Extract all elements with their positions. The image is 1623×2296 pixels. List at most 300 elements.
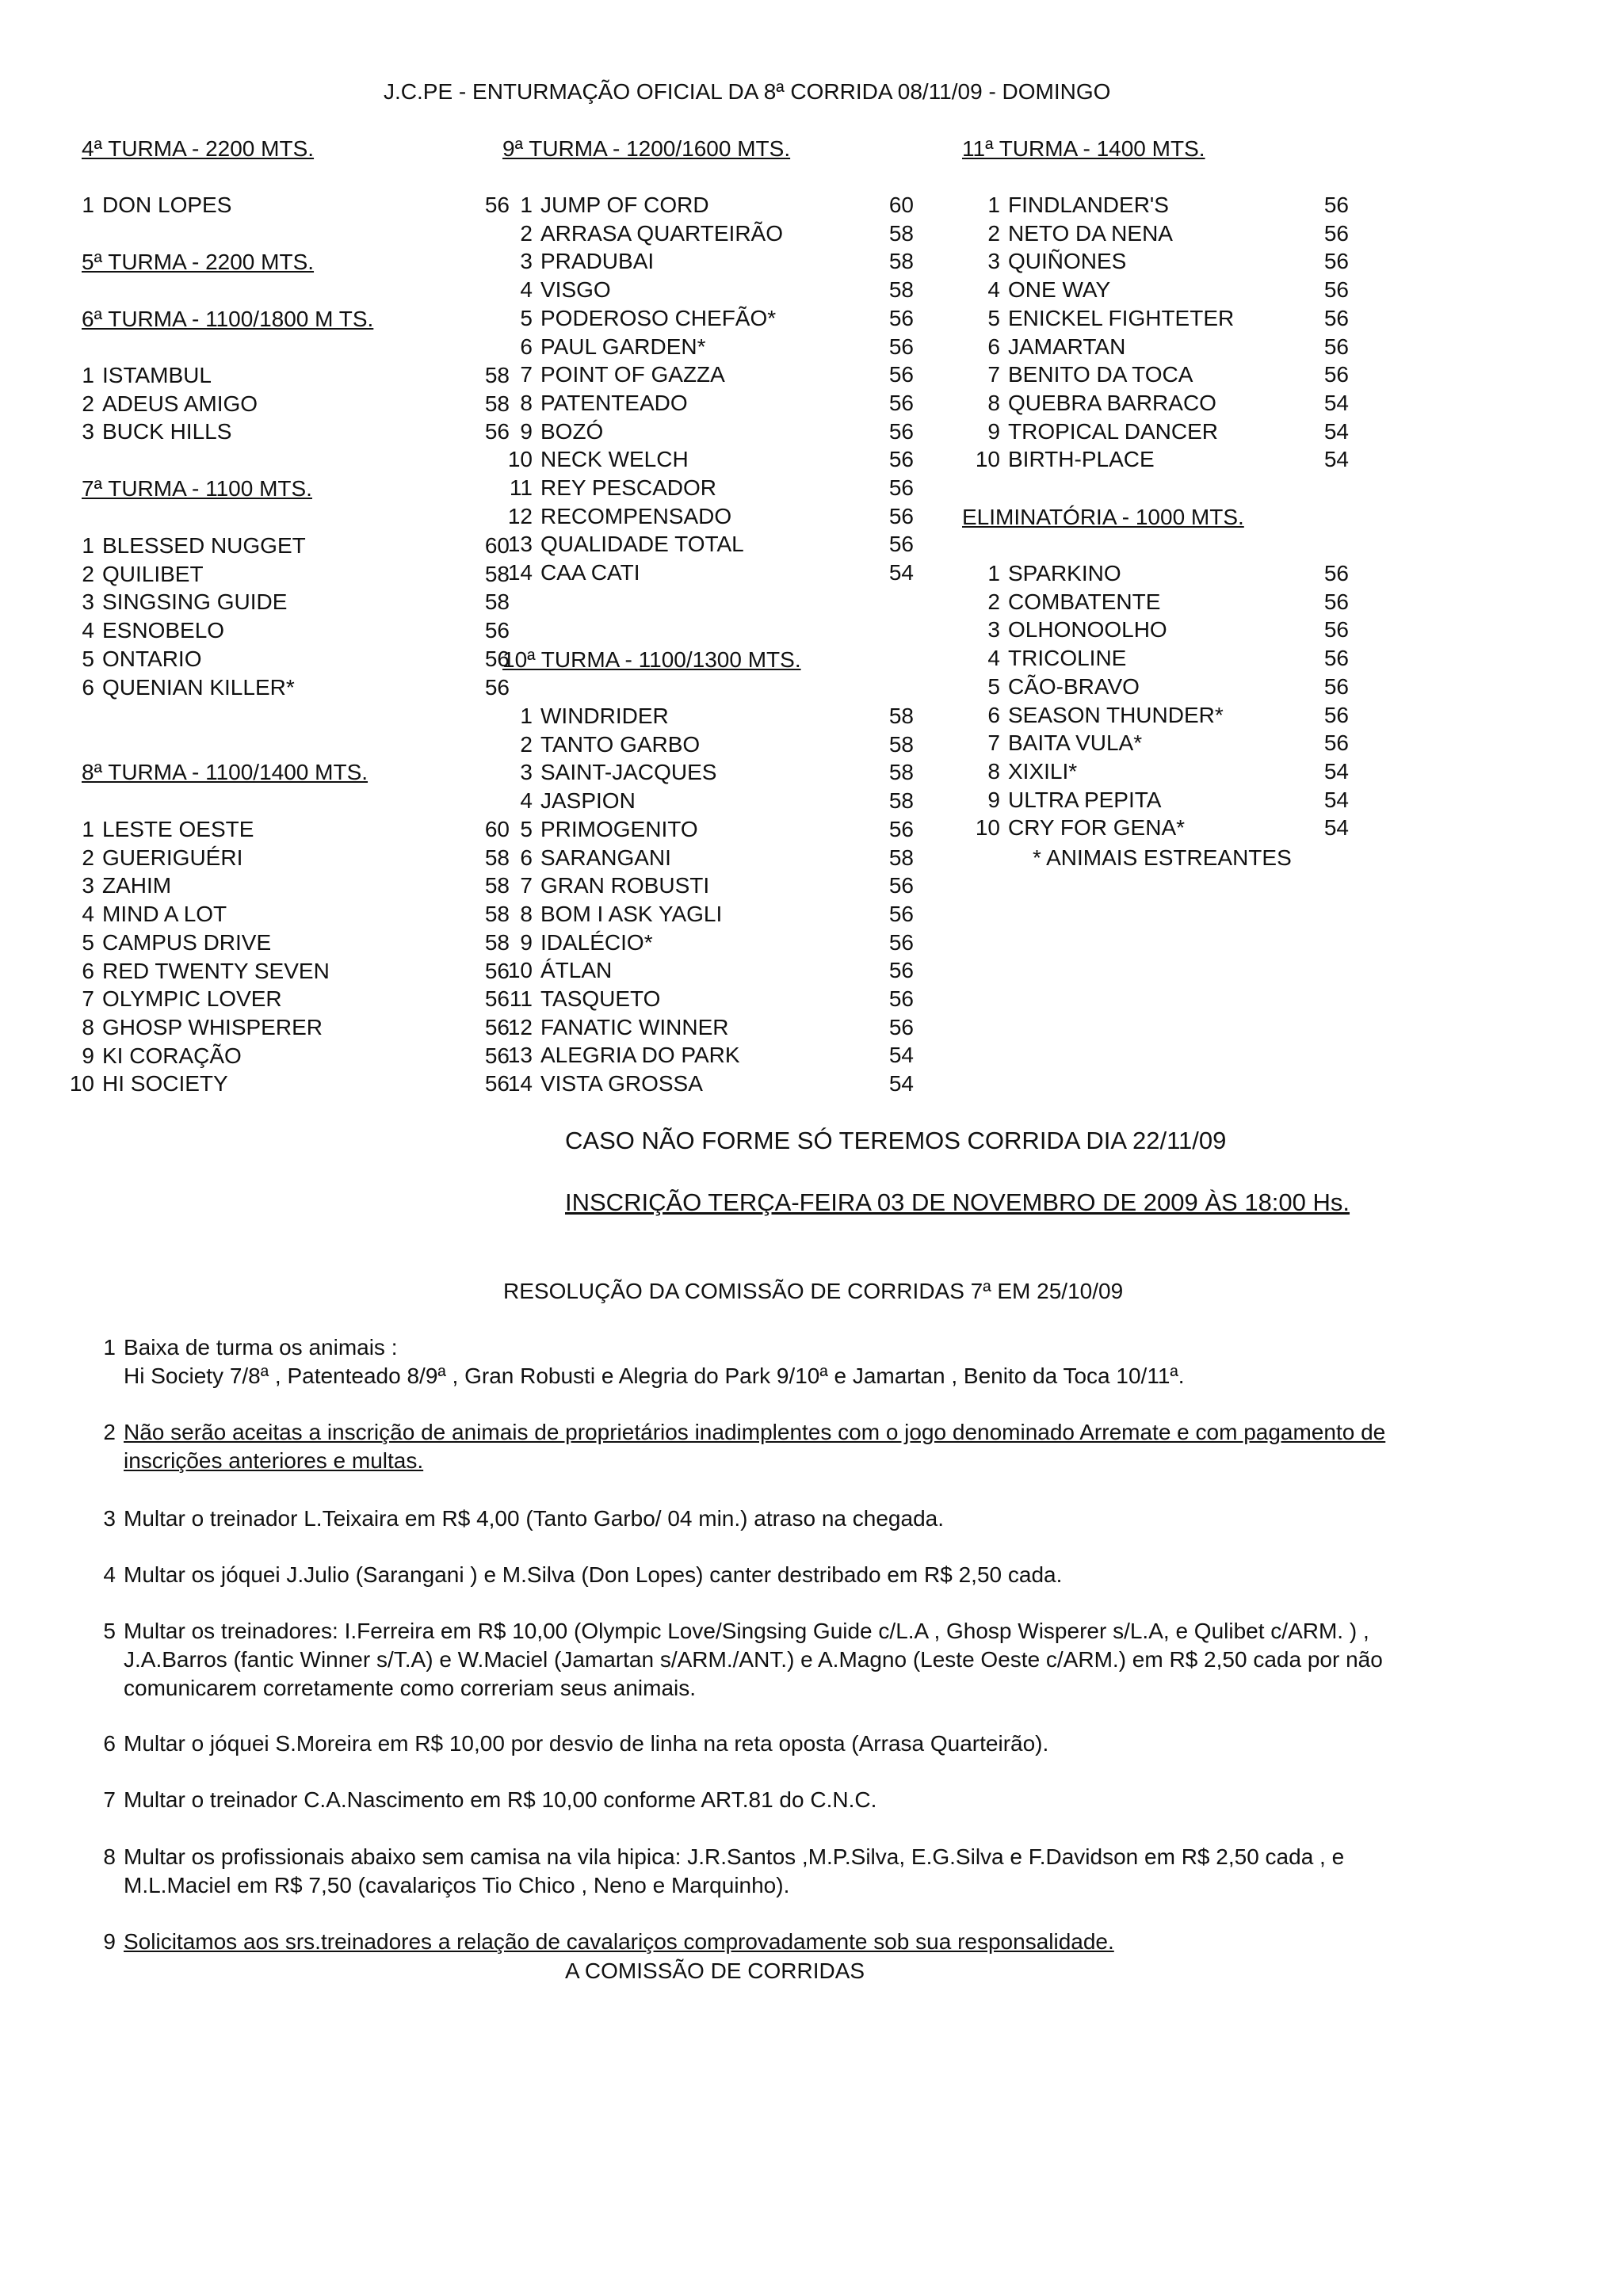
item-line: M.L.Maciel em R$ 7,50 (cavalariços Tio Chico , Neno e Marquinho). [124, 1873, 790, 1897]
horse-weight: 58 [484, 363, 510, 387]
signature: A COMISSÃO DE CORRIDAS [565, 1958, 865, 1983]
horse-name: ADEUS AMIGO [102, 391, 258, 416]
horse-entry [964, 701, 1373, 730]
turma-7-heading: 7ª TURMA - 1100 MTS. [82, 476, 312, 501]
entry-number: 5 [82, 929, 94, 955]
eliminatoria-heading: ELIMINATÓRIA - 1000 MTS. [962, 505, 1244, 529]
horse-weight: 54 [1323, 815, 1349, 841]
horse-entry [496, 815, 938, 844]
horse-name: NETO DA NENA [1008, 220, 1173, 246]
horse-entry [58, 871, 533, 900]
document-title: J.C.PE - ENTURMAÇÃO OFICIAL DA 8ª CORRIDA 08/11/09 - DOMINGO [384, 79, 1111, 104]
horse-entry [964, 673, 1373, 701]
item-line: J.A.Barros (fantic Winner s/T.A) e W.Maciel (Jamartan s/ARM./ANT.) e A.Magno (Leste Oeste c/ARM.) em R$ 2,50 cada por não [124, 1647, 1383, 1672]
entry-number: 6 [520, 845, 533, 870]
notice-race-date: CASO NÃO FORME SÓ TEREMOS CORRIDA DIA 22/11/09 [565, 1127, 1227, 1154]
horse-name: JASPION [540, 788, 636, 814]
item-number: 9 [103, 1929, 116, 1954]
horse-weight: 58 [484, 929, 510, 955]
horse-weight: 56 [888, 503, 914, 528]
entry-number: 8 [520, 901, 533, 926]
horse-entry [496, 530, 938, 559]
horse-entry [496, 389, 938, 418]
horse-entry [496, 219, 938, 248]
horse-entry [58, 390, 533, 418]
horse-name: LESTE OESTE [102, 817, 254, 841]
item-line: inscrições anteriores e multas. [124, 1448, 424, 1473]
horse-entry [964, 757, 1373, 786]
entry-number: 6 [520, 334, 533, 359]
entry-number: 7 [82, 986, 94, 1012]
item-line: Multar os jóquei J.Julio (Sarangani ) e M.Silva (Don Lopes) canter destribado em R$ 2,50 cada. [124, 1562, 1063, 1587]
item-line: Hi Society 7/8ª , Patenteado 8/9ª , Gran Robusti e Alegria do Park 9/10ª e Jamartan , Benito da Toca 10/11ª. [124, 1363, 1185, 1388]
horse-entry [58, 985, 533, 1013]
notice-registration: INSCRIÇÃO TERÇA-FEIRA 03 DE NOVEMBRO DE 2009 ÀS 18:00 Hs. [565, 1188, 1350, 1216]
horse-entry [964, 616, 1373, 644]
horse-weight: 56 [1323, 589, 1349, 614]
entry-number: 13 [507, 532, 533, 557]
horse-weight: 56 [484, 618, 510, 643]
horse-name: QUILIBET [102, 561, 204, 586]
horse-entry [964, 559, 1373, 588]
horse-name: NECK WELCH [540, 447, 689, 472]
horse-weight: 58 [888, 704, 914, 728]
horse-name: CRY FOR GENA* [1008, 815, 1186, 841]
horse-name: FINDLANDER'S [1008, 193, 1169, 217]
entry-number: 4 [987, 646, 1000, 671]
entry-number: 2 [82, 561, 94, 586]
horse-entry [496, 559, 938, 587]
entry-number: 3 [520, 760, 533, 785]
horse-weight: 58 [888, 249, 914, 274]
horse-weight: 54 [1323, 447, 1349, 472]
horse-entry [496, 730, 938, 759]
item-number: 5 [103, 1619, 116, 1643]
horse-weight: 56 [888, 929, 914, 955]
horse-name: DON LOPES [102, 193, 232, 217]
horse-weight: 58 [888, 760, 914, 785]
entry-number: 4 [520, 788, 533, 814]
entry-number: 3 [520, 249, 533, 274]
horse-weight: 58 [888, 220, 914, 246]
entry-number: 9 [82, 1043, 94, 1068]
entry-number: 13 [507, 1043, 533, 1068]
horse-name: POINT OF GAZZA [540, 362, 725, 387]
horse-entry [58, 1070, 533, 1098]
entry-number: 8 [987, 390, 1000, 415]
horse-weight: 56 [484, 646, 510, 671]
item-line: Multar o jóquei S.Moreira em R$ 10,00 por desvio de linha na reta oposta (Arrasa Quarteirão). [124, 1731, 1049, 1756]
entry-number: 6 [987, 702, 1000, 727]
entry-number: 3 [987, 249, 1000, 274]
horse-entry [58, 191, 533, 219]
entry-number: 7 [987, 730, 1000, 756]
horse-name: ONTARIO [102, 646, 202, 671]
horse-entry [58, 532, 533, 560]
horse-weight: 56 [888, 362, 914, 387]
turma-8-heading: 8ª TURMA - 1100/1400 MTS. [82, 760, 369, 784]
horse-weight: 56 [484, 958, 510, 983]
entry-number: 11 [509, 475, 533, 500]
horse-entry [58, 900, 533, 929]
horse-name: BIRTH-PLACE [1008, 447, 1155, 472]
horse-weight: 58 [484, 845, 510, 870]
horse-name: BOM I ASK YAGLI [540, 901, 723, 926]
horse-name: GHOSP WHISPERER [102, 1014, 323, 1039]
horse-entry [496, 956, 938, 985]
entry-number: 8 [82, 1014, 94, 1039]
horse-weight: 54 [1323, 418, 1349, 444]
entry-number: 8 [987, 758, 1000, 784]
entry-number: 12 [507, 1014, 533, 1039]
horse-entry [496, 445, 938, 474]
horse-entry [496, 474, 938, 502]
horse-entry [964, 276, 1373, 304]
item-line: Solicitamos aos srs.treinadores a relação de cavalariços comprovadamente sob sua responsalidade. [124, 1929, 1114, 1954]
entry-number: 5 [520, 816, 533, 841]
horse-entry [496, 360, 938, 389]
horse-entry [496, 985, 938, 1013]
entry-number: 3 [82, 873, 94, 898]
horse-weight: 56 [1323, 193, 1349, 217]
horse-weight: 56 [888, 475, 914, 500]
horse-weight: 54 [1323, 390, 1349, 415]
horse-name: SPARKINO [1008, 561, 1121, 585]
horse-weight: 56 [888, 816, 914, 841]
horse-name: ZAHIM [102, 873, 172, 898]
horse-name: BOZÓ [540, 418, 604, 444]
entry-number: 14 [507, 560, 533, 585]
item-line: Multar o treinador C.A.Nascimento em R$ 10,00 conforme ART.81 do C.N.C. [124, 1787, 877, 1812]
horse-weight: 58 [888, 845, 914, 870]
horse-weight: 56 [888, 901, 914, 926]
horse-name: CAA CATI [540, 560, 640, 585]
horse-name: ARRASA QUARTEIRÃO [540, 220, 784, 246]
entry-number: 10 [975, 815, 1000, 841]
horse-weight: 58 [484, 391, 510, 416]
horse-name: QUEBRA BARRACO [1008, 390, 1216, 415]
entry-number: 4 [520, 277, 533, 303]
horse-weight: 54 [1323, 787, 1349, 812]
horse-entry [496, 900, 938, 929]
horse-name: VISGO [540, 277, 611, 303]
horse-name: RED TWENTY SEVEN [102, 958, 330, 983]
horse-name: ÁTLAN [540, 958, 613, 983]
horse-entry [58, 1042, 533, 1070]
horse-name: SARANGANI [540, 845, 671, 870]
entry-number: 6 [82, 958, 94, 983]
horse-weight: 58 [888, 788, 914, 814]
item-line: Multar os treinadores: I.Ferreira em R$ 10,00 (Olympic Love/Singsing Guide c/L.A , Ghosp Wisperer s/L.A, e Qulibet c/ARM. ) , [124, 1619, 1369, 1643]
horse-name: XIXILI* [1008, 758, 1078, 784]
entry-number: 9 [520, 929, 533, 955]
horse-weight: 54 [888, 1071, 914, 1097]
horse-entry [496, 929, 938, 957]
entry-number: 2 [82, 845, 94, 870]
horse-name: ESNOBELO [102, 618, 225, 643]
horse-weight: 56 [484, 419, 510, 444]
horse-weight: 56 [1323, 702, 1349, 727]
entry-number: 1 [82, 193, 94, 217]
entry-number: 11 [509, 986, 533, 1011]
horse-weight: 56 [484, 674, 510, 700]
entry-number: 14 [507, 1071, 533, 1097]
entry-number: 9 [987, 418, 1000, 444]
horse-entry [964, 729, 1373, 757]
horse-name: GUERIGUÉRI [102, 845, 243, 870]
entry-number: 9 [520, 418, 533, 444]
entry-number: 1 [520, 193, 533, 217]
horse-name: CÃO-BRAVO [1008, 673, 1140, 699]
horse-entry [964, 644, 1373, 673]
horse-weight: 56 [888, 305, 914, 330]
horse-entry [58, 588, 533, 616]
horse-entry [58, 560, 533, 589]
debut-note: * ANIMAIS ESTREANTES [1033, 845, 1292, 870]
entry-number: 10 [507, 447, 533, 472]
entry-number: 1 [987, 193, 1000, 217]
horse-weight: 56 [484, 1014, 510, 1039]
horse-entry [496, 502, 938, 531]
horse-weight: 54 [1323, 758, 1349, 784]
horse-entry [964, 333, 1373, 361]
horse-weight: 58 [484, 873, 510, 898]
horse-name: SINGSING GUIDE [102, 589, 288, 615]
horse-weight: 56 [1323, 617, 1349, 643]
horse-name: QUALIDADE TOTAL [540, 532, 744, 557]
horse-entry [58, 844, 533, 872]
horse-name: BLESSED NUGGET [102, 533, 306, 558]
horse-entry [496, 844, 938, 872]
entry-number: 4 [82, 902, 94, 927]
horse-entry [58, 815, 533, 844]
entry-number: 1 [82, 533, 94, 558]
turma-4-heading: 4ª TURMA - 2200 MTS. [82, 136, 315, 161]
entry-number: 2 [987, 220, 1000, 246]
horse-entry [964, 389, 1373, 418]
horse-entry [496, 304, 938, 333]
horse-name: GRAN ROBUSTI [540, 873, 710, 898]
horse-name: IDALÉCIO* [540, 929, 653, 955]
horse-weight: 56 [484, 986, 510, 1012]
horse-entry [496, 1041, 938, 1070]
entry-number: 3 [82, 589, 94, 615]
entry-number: 1 [82, 363, 94, 387]
horse-weight: 56 [484, 193, 510, 217]
horse-name: SAINT-JACQUES [540, 760, 717, 785]
horse-entry [58, 418, 533, 446]
horse-weight: 56 [888, 873, 914, 898]
horse-weight: 56 [1323, 334, 1349, 359]
entry-number: 5 [520, 305, 533, 330]
horse-weight: 56 [1323, 646, 1349, 671]
horse-entry [496, 333, 938, 361]
horse-name: PAUL GARDEN* [540, 334, 706, 359]
horse-name: WINDRIDER [540, 704, 669, 728]
horse-name: VISTA GROSSA [540, 1071, 703, 1097]
horse-weight: 56 [1323, 220, 1349, 246]
entry-number: 2 [520, 731, 533, 757]
horse-weight: 56 [1323, 561, 1349, 585]
entry-number: 1 [82, 817, 94, 841]
item-line: Não serão aceitas a inscrição de animais de proprietários inadimplentes com o jogo denominado Arremate e com pagamento de [124, 1420, 1386, 1444]
horse-entry [496, 247, 938, 276]
horse-name: BENITO DA TOCA [1008, 362, 1193, 387]
entry-number: 2 [520, 220, 533, 246]
horse-weight: 56 [1323, 673, 1349, 699]
horse-name: HI SOCIETY [102, 1071, 228, 1097]
horse-entry [496, 787, 938, 815]
horse-entry [58, 673, 533, 702]
horse-name: CAMPUS DRIVE [102, 929, 272, 955]
horse-name: PRIMOGENITO [540, 816, 698, 841]
entry-number: 3 [987, 617, 1000, 643]
horse-weight: 54 [888, 1043, 914, 1068]
horse-weight: 56 [888, 418, 914, 444]
horse-entry [964, 786, 1373, 814]
entry-number: 2 [987, 589, 1000, 614]
horse-name: ULTRA PEPITA [1008, 787, 1162, 812]
horse-name: TROPICAL DANCER [1008, 418, 1219, 444]
horse-name: COMBATENTE [1008, 589, 1161, 614]
item-number: 4 [103, 1562, 116, 1587]
entry-number: 4 [987, 277, 1000, 303]
entry-number: 2 [82, 391, 94, 416]
horse-entry [496, 418, 938, 446]
horse-weight: 56 [1323, 362, 1349, 387]
horse-entry [496, 1013, 938, 1042]
horse-weight: 58 [484, 902, 510, 927]
turma-5-heading: 5ª TURMA - 2200 MTS. [82, 250, 315, 274]
horse-weight: 56 [1323, 305, 1349, 330]
horse-name: ISTAMBUL [102, 363, 212, 387]
horse-weight: 56 [888, 447, 914, 472]
horse-weight: 56 [1323, 249, 1349, 274]
horse-weight: 56 [1323, 730, 1349, 756]
horse-name: ENICKEL FIGHTETER [1008, 305, 1235, 330]
item-number: 3 [103, 1506, 116, 1531]
horse-name: PODEROSO CHEFÃO* [540, 305, 777, 330]
entry-number: 4 [82, 618, 94, 643]
horse-weight: 56 [888, 334, 914, 359]
horse-entry [964, 219, 1373, 248]
turma-6-heading: 6ª TURMA - 1100/1800 M TS. [82, 307, 374, 331]
horse-entry [964, 445, 1373, 474]
entry-number: 7 [987, 362, 1000, 387]
entry-number: 7 [520, 873, 533, 898]
horse-weight: 56 [888, 532, 914, 557]
horse-weight: 58 [888, 277, 914, 303]
horse-weight: 58 [484, 589, 510, 615]
entry-number: 10 [975, 447, 1000, 472]
horse-entry [964, 814, 1373, 842]
horse-name: TANTO GARBO [540, 731, 701, 757]
item-number: 1 [103, 1335, 116, 1360]
item-line: Multar o treinador L.Teixaira em R$ 4,00 (Tanto Garbo/ 04 min.) atraso na chegada. [124, 1506, 944, 1531]
horse-entry [58, 645, 533, 673]
horse-weight: 60 [484, 533, 510, 558]
turma-11-heading: 11ª TURMA - 1400 MTS. [962, 136, 1205, 161]
horse-weight: 60 [484, 817, 510, 841]
horse-weight: 56 [888, 958, 914, 983]
horse-weight: 58 [888, 731, 914, 757]
horse-entry [58, 929, 533, 957]
entry-number: 10 [69, 1071, 94, 1097]
horse-name: KI CORAÇÃO [102, 1043, 242, 1068]
horse-entry [58, 361, 533, 390]
entry-number: 7 [520, 362, 533, 387]
turma-10-heading: 10ª TURMA - 1100/1300 MTS. [502, 647, 801, 672]
horse-entry [496, 1070, 938, 1098]
horse-entry [496, 871, 938, 900]
entry-number: 8 [520, 390, 533, 415]
horse-entry [496, 276, 938, 304]
horse-weight: 54 [888, 560, 914, 585]
horse-name: OLYMPIC LOVER [102, 986, 282, 1012]
horse-entry [964, 588, 1373, 616]
entry-number: 1 [987, 561, 1000, 585]
item-number: 2 [103, 1420, 116, 1444]
entry-number: 5 [82, 646, 94, 671]
horse-weight: 56 [484, 1071, 510, 1097]
entry-number: 10 [507, 958, 533, 983]
horse-entry [496, 758, 938, 787]
horse-entry [964, 247, 1373, 276]
item-line: Baixa de turma os animais : [124, 1335, 398, 1360]
entry-number: 6 [82, 674, 94, 700]
item-number: 7 [103, 1787, 116, 1812]
entry-number: 5 [987, 673, 1000, 699]
horse-name: TASQUETO [540, 986, 661, 1011]
horse-weight: 56 [1323, 277, 1349, 303]
item-number: 6 [103, 1731, 116, 1756]
item-number: 8 [103, 1844, 116, 1869]
horse-weight: 56 [888, 1014, 914, 1039]
horse-name: QUENIAN KILLER* [102, 674, 295, 700]
horse-name: PRADUBAI [540, 249, 655, 274]
horse-name: TRICOLINE [1008, 646, 1127, 671]
horse-name: OLHONOOLHO [1008, 617, 1167, 643]
horse-weight: 60 [888, 193, 914, 217]
horse-entry [496, 191, 938, 219]
horse-weight: 56 [888, 986, 914, 1011]
horse-name: ONE WAY [1008, 277, 1111, 303]
horse-entry [58, 1013, 533, 1042]
horse-name: MIND A LOT [102, 902, 227, 927]
horse-name: JUMP OF CORD [540, 193, 709, 217]
item-line: Multar os profissionais abaixo sem camisa na vila hipica: J.R.Santos ,M.P.Silva, E.G.Silva e F.Davidson em R$ 2,50 cada , e [124, 1844, 1345, 1869]
horse-name: BAITA VULA* [1008, 730, 1143, 756]
horse-name: REY PESCADOR [540, 475, 716, 500]
entry-number: 12 [507, 503, 533, 528]
item-line: comunicarem corretamente como correriam seus animais. [124, 1676, 697, 1700]
horse-entry [58, 957, 533, 986]
entry-number: 6 [987, 334, 1000, 359]
entry-number: 3 [82, 419, 94, 444]
entry-number: 1 [520, 704, 533, 728]
entry-number: 9 [987, 787, 1000, 812]
horse-weight: 58 [484, 561, 510, 586]
horse-name: FANATIC WINNER [540, 1014, 729, 1039]
turma-9-heading: 9ª TURMA - 1200/1600 MTS. [502, 136, 791, 161]
horse-entry [964, 304, 1373, 333]
horse-name: RECOMPENSADO [540, 503, 732, 528]
horse-name: PATENTEADO [540, 390, 688, 415]
horse-weight: 56 [484, 1043, 510, 1068]
horse-weight: 56 [888, 390, 914, 415]
resolution-title: RESOLUÇÃO DA COMISSÃO DE CORRIDAS 7ª EM 25/10/09 [503, 1279, 1124, 1303]
horse-name: QUIÑONES [1008, 249, 1127, 274]
